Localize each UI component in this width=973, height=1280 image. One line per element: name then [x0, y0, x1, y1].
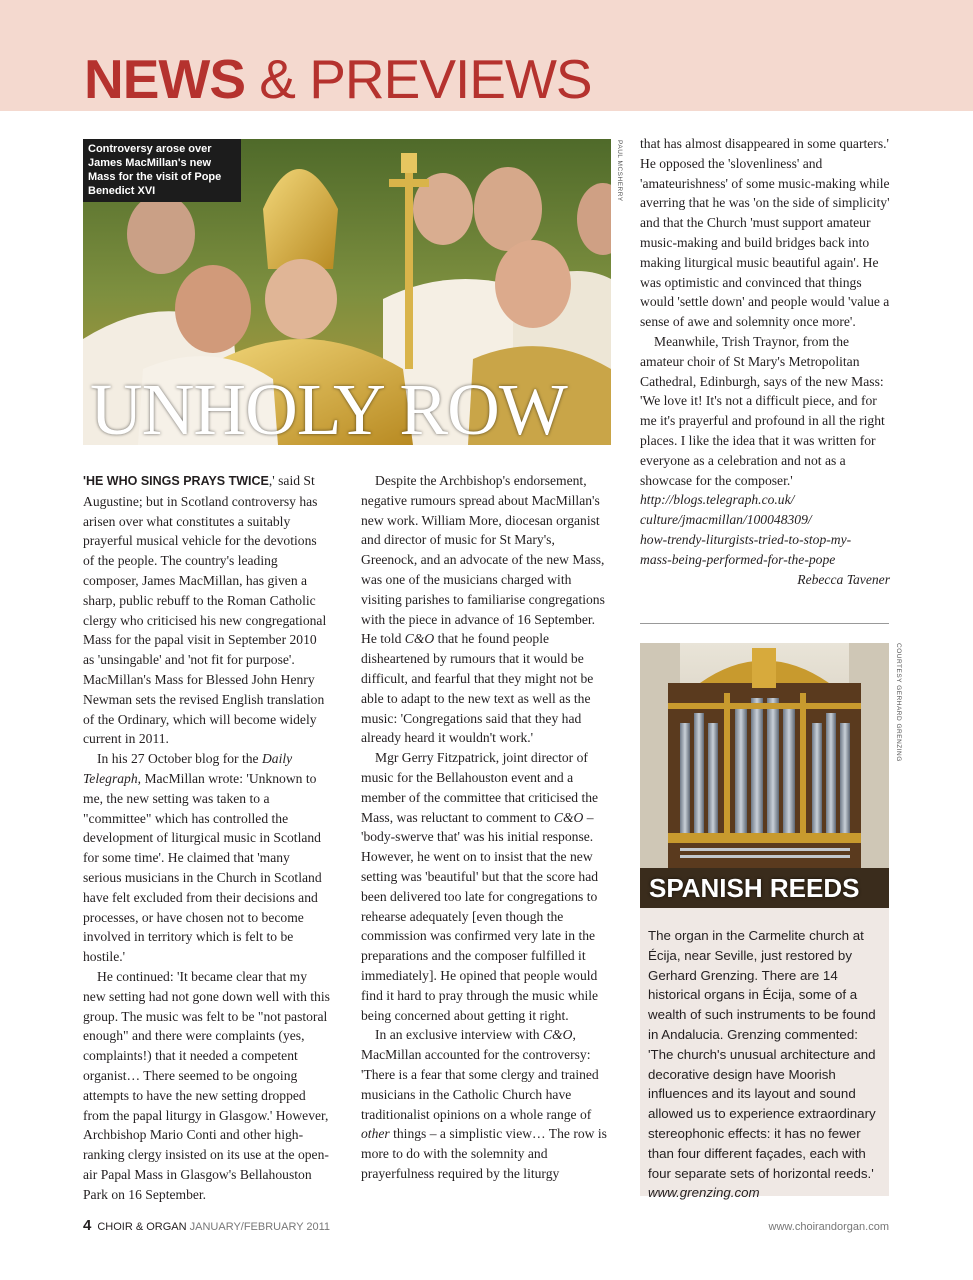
lead-in: 'HE WHO SINGS PRAYS TWICE	[83, 474, 269, 488]
article-paragraph: that has almost disappeared in some quarters.' He opposed the 'slovenliness' and 'amateurishness' of some music-making while averring that he was 'on the side of simplicity' and that the Church 'must support amateur music-making and build bridges back into making liturgical music beautiful again'. He was optimistic and convinced that things would 'settle down' and people would 'value a sense of awe and solemnity once more'.	[640, 136, 890, 330]
issue-date: JANUARY/FEBRUARY 2011	[189, 1221, 331, 1233]
text-run: Mgr Gerry Fitzpatrick, joint director of music for the Bellahouston event and a member of the committee that criticised the Mass, was reluctant to comment to	[361, 750, 599, 825]
text-run: – 'body-swerve that' was his initial response. However, he went on to insist that the new setting was 'beautiful' but that the score had been delivered too late for congregations to rehearse adequately [even though the commission was confirmed very late in the preparations and the composer fulfilled it immediately]. He opined that people would find it hard to pray through the music while being concerned about getting it right.	[361, 809, 599, 1023]
emphasis-text: C&O	[404, 631, 435, 647]
organ-photo-credit: COURTESY GERHARD GRENZING	[895, 643, 902, 762]
text-run: things – a simplistic view… The row is more to do with the solemnity and prayerfulness required by the liturgy	[361, 1126, 607, 1181]
sidebar-box	[640, 908, 889, 1201]
organ-photo	[640, 643, 889, 908]
section-title-rest: & PREVIEWS	[259, 48, 592, 110]
emphasis-text: C&O	[542, 1027, 573, 1043]
blog-link[interactable]: http://blogs.telegraph.co.uk/	[640, 492, 795, 508]
sidebar-link[interactable]: www.grenzing.com	[648, 1185, 760, 1201]
section-title-bold: NEWS	[84, 48, 245, 110]
article-paragraph: Meanwhile, Trish Traynor, from the amateur choir of St Mary's Metropolitan Cathedral, Edinburgh, says of the new Mass: 'We love it! It's not a difficult piece, and for me it's prayerful and profound in all the right places. I like the idea that it was written for everyone as a celebration and not as a showcase for the composer.'	[640, 333, 885, 488]
lead-text: ,' said St Augustine; but in Scotland controversy has arisen over what constitutes a suitably prayerful musical vehicle for the devotions of the people. The country's leading composer, James MacMillan, has given a sharp, public rebuff to the Roman Catholic clergy who criticised his new congregational Mass for the papal visit in September 2010 as 'unsingable' and 'not fit for purpose'. MacMillan's Mass for Blessed John Henry Newman sets the revised English translation of the Ordinary, which will become widely current in 2011.	[83, 473, 327, 747]
page-number: 4	[83, 1217, 92, 1234]
magazine-name: CHOIR & ORGAN	[97, 1221, 187, 1233]
sidebar-text: The organ in the Carmelite church at Écija, near Seville, just restored by Gerhard Grenzing. There are 14 historical organs in Écija, some of a wealth of such instruments to be found in Andalucia. Grenzing commented: 'The church's unusual architecture and decorative design have Moorish influences and its layout and sound allowed us to experience extraordinary stereophonic effects: it has no fewer than four different façades, each with four separate sets of horizontal reeds.'	[648, 928, 876, 1181]
text-run: In his 27 October blog for the	[97, 751, 262, 767]
text-run: In an exclusive interview with	[375, 1027, 543, 1043]
hero-headline: UNHOLY ROW	[90, 369, 567, 450]
article-paragraph	[361, 471, 611, 748]
blog-link[interactable]: mass-being-performed-for-the-pope	[640, 551, 836, 567]
footer-folio	[83, 1217, 330, 1234]
hero-caption: Controversy arose over James MacMillan's new Mass for the visit of Pope Benedict XVI	[83, 139, 241, 202]
text-run: Despite the Archbishop's endorsement, negative rumours spread about MacMillan's new work. William More, diocesan organist and director of music for St Mary's, Greenock, and an advocate of the new Mass, was one of the musicians charged with visiting parishes to familiarise congregations with the piece in advance of 16 September. He told	[361, 473, 605, 647]
hero-photo-credit: PAUL MCSHERRY	[616, 140, 623, 202]
divider	[640, 623, 889, 624]
emphasis-text: other	[361, 1126, 390, 1142]
footer-website[interactable]: www.choirandorgan.com	[768, 1221, 889, 1233]
article-column-2	[361, 471, 611, 1184]
article-paragraph: He continued: 'It became clear that my new setting had not gone down well with this group. The music was felt to be "not pastoral enough" and there were complaints (yes, complaints!) that it needed a competent organist… There seemed to be ongoing attempts to have the new setting dropped from the papal liturgy in Glasgow.' However, Archbishop Mario Conti and other high-ranking clergy insisted on its use at the open-air Papal Mass in Glasgow's Bellahouston Park on 16 September.	[83, 968, 330, 1202]
sidebar-headline: SPANISH REEDS	[649, 873, 860, 903]
article-column-1	[83, 471, 331, 1204]
text-run: that he found people disheartened by rumours that it would be difficult, and fearful that they might not be able to adapt to the new text as well as the music: 'Congregations said that they had already heard it wouldn't work.'	[361, 631, 594, 746]
emphasis-text: Daily Telegraph	[83, 751, 293, 786]
section-title	[84, 44, 592, 114]
text-run: , MacMillan wrote: 'Unknown to me, the new setting was taken to a "committee" which has controlled the development of liturgical music in Scotland for some time'. He claimed that 'many serious musicians in the Church in Scotland have felt excluded from their decisions and processes, or have chosen not to become involved in territory which is felt to be hostile.'	[83, 770, 322, 965]
blog-link[interactable]: culture/jmacmillan/100048309/	[640, 512, 812, 528]
article-paragraph	[361, 1025, 611, 1183]
text-run: , MacMillan accounted for the controversy: 'There is a fear that some clergy and trained musicians in the Catholic Church have traditionalist opinions on a whole range of	[361, 1027, 599, 1122]
article-paragraph	[83, 471, 331, 749]
article-paragraph	[361, 748, 611, 1025]
emphasis-text: C&O	[553, 809, 584, 825]
blog-link[interactable]: how-trendy-liturgists-tried-to-stop-my-	[640, 531, 852, 547]
author-signature: Rebecca Tavener	[797, 571, 890, 587]
article-column-3	[640, 134, 890, 589]
article-paragraph	[83, 749, 331, 967]
photo-organ-icon	[640, 643, 889, 908]
